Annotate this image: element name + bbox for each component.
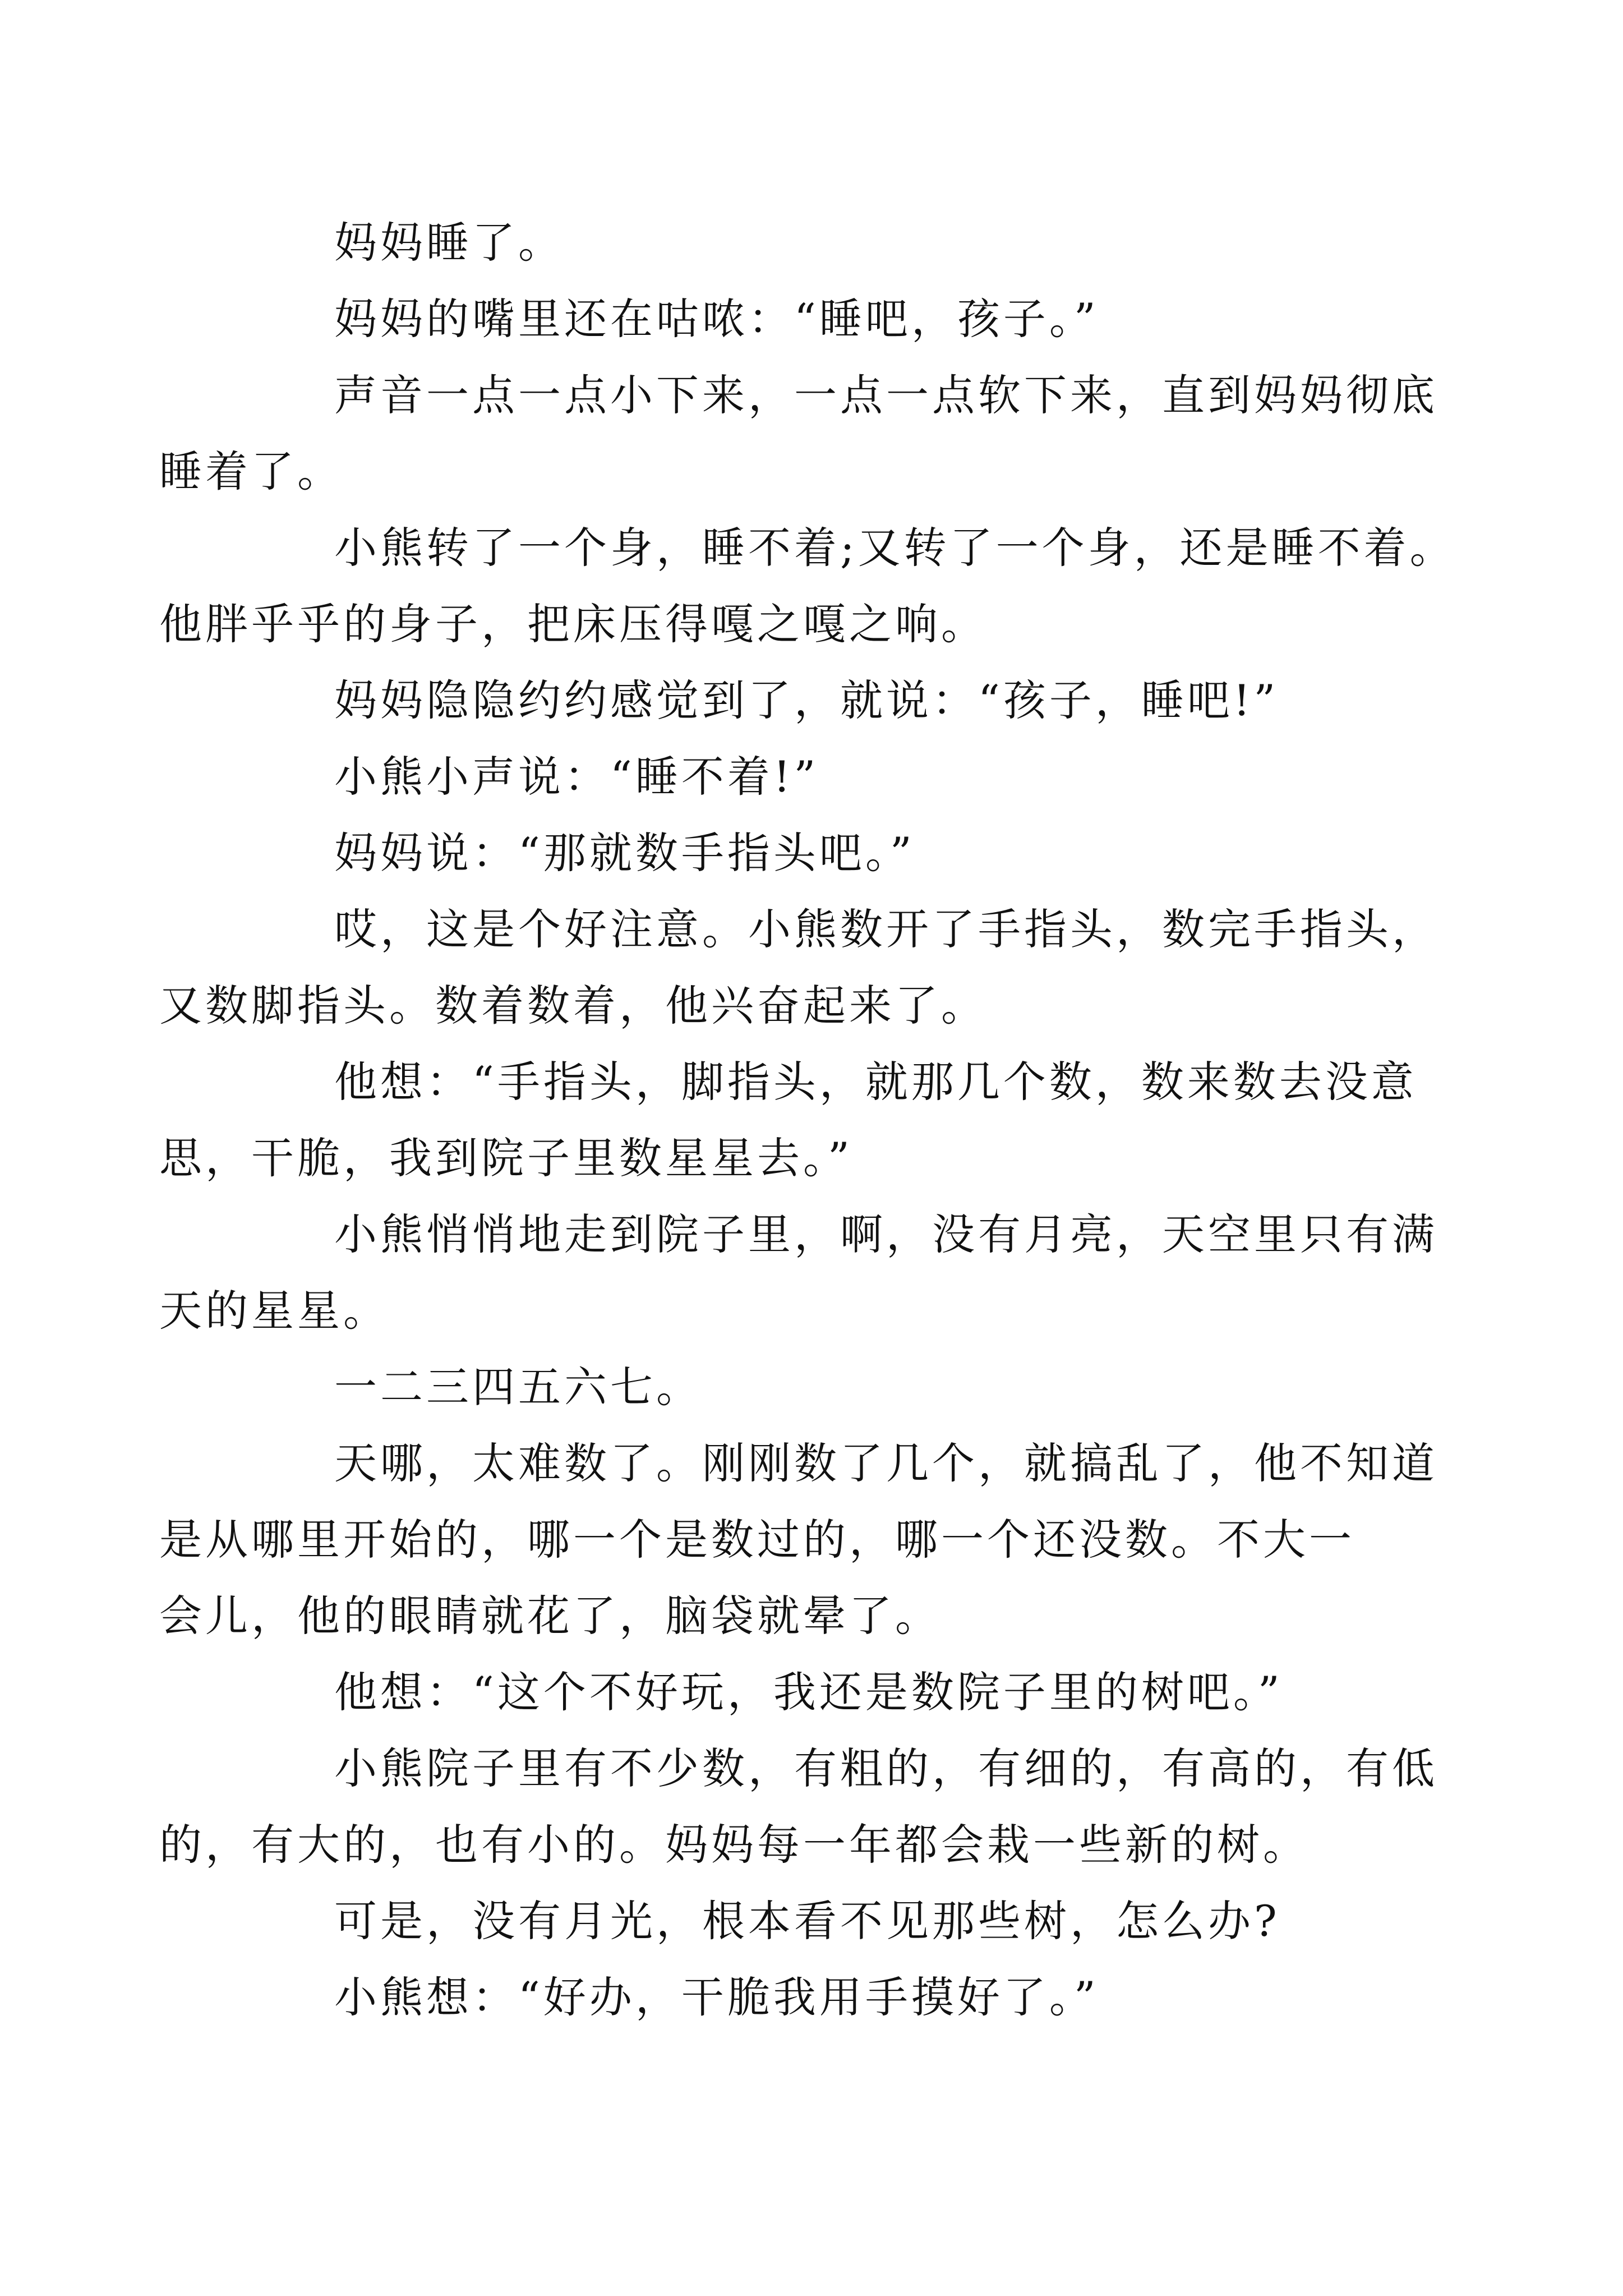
text-line: 妈妈隐隐约约感觉到了，就说：“孩子，睡吧!” — [334, 675, 1279, 725]
text-line: 他胖乎乎的身子，把床压得嘎之嘎之响。 — [159, 599, 987, 649]
paragraph — [159, 891, 1438, 1044]
paragraph — [247, 815, 1396, 891]
paragraph — [159, 1197, 1438, 1349]
paragraph — [247, 1959, 1396, 2036]
text-line: 天哪，太难数了。刚刚数了几个，就搞乱了，他不知道 — [334, 1438, 1438, 1488]
paragraph — [159, 510, 1456, 662]
text-line: 哎，这是个好注意。小熊数开了手指头，数完手指头， — [334, 904, 1438, 954]
text-line: 小熊想：“好办，干脆我用手摸好了。” — [334, 1972, 1099, 2022]
text-line: 一二三四五六七。 — [334, 1362, 702, 1412]
paragraph — [247, 205, 1396, 281]
text-line: 声音一点一点小下来，一点一点软下来，直到妈妈彻底 — [334, 370, 1438, 420]
text-line: 小熊悄悄地走到院子里，啊，没有月亮，天空里只有满 — [334, 1209, 1438, 1259]
paragraph — [159, 357, 1438, 510]
paragraph — [247, 281, 1396, 357]
paragraph — [247, 1654, 1396, 1731]
text-line: 的，有大的，也有小的。妈妈每一年都会栽一些新的树。 — [159, 1820, 1309, 1870]
text-line: 会儿，他的眼睛就花了，脑袋就晕了。 — [159, 1591, 941, 1641]
paragraph — [159, 1044, 1417, 1197]
text-line: 天的星星。 — [159, 1286, 389, 1336]
text-line: 他想：“这个不好玩，我还是数院子里的树吧。” — [334, 1667, 1283, 1717]
text-line: 是从哪里开始的，哪一个是数过的，哪一个还没数。不大一 — [159, 1515, 1355, 1565]
text-line: 可是，没有月光，根本看不见那些树，怎么办? — [334, 1896, 1280, 1946]
text-line: 睡着了。 — [159, 447, 343, 496]
paragraph — [159, 1425, 1438, 1654]
text-line: 思，干脆，我到院子里数星星去。” — [159, 1133, 853, 1183]
text-line: 小熊小声说：“睡不着!” — [334, 752, 819, 802]
text-line: 妈妈睡了。 — [334, 218, 564, 268]
text-line: 妈妈说：“那就数手指头吧。” — [334, 828, 915, 878]
paragraph — [247, 1349, 1396, 1425]
story-text — [159, 205, 1456, 2036]
paragraph — [247, 1883, 1396, 1959]
text-line: 小熊转了一个身，睡不着;又转了一个身，还是睡不着。 — [334, 523, 1456, 573]
text-line: 他想：“手指头，脚指头，就那几个数，数来数去没意 — [334, 1057, 1417, 1107]
text-line: 妈妈的嘴里还在咕哝：“睡吧，孩子。” — [334, 294, 1099, 344]
text-line: 又数脚指头。数着数着，他兴奋起来了。 — [159, 981, 987, 1030]
paragraph — [247, 739, 1396, 815]
text-line: 小熊院子里有不少数，有粗的，有细的，有高的，有低 — [334, 1743, 1438, 1793]
paragraph — [247, 662, 1396, 739]
paragraph — [159, 1731, 1438, 1883]
